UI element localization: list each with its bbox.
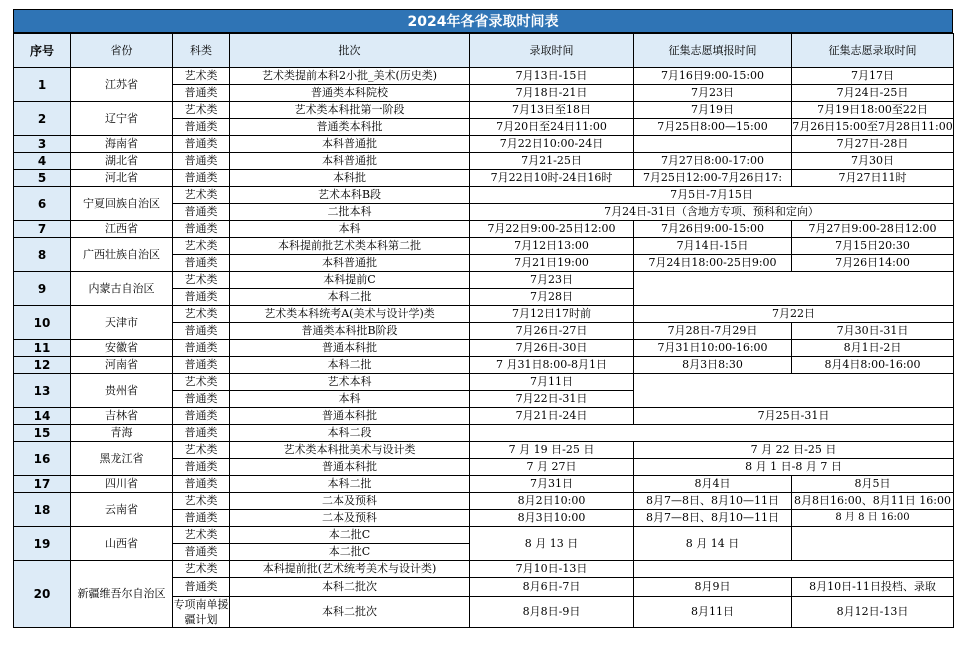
admission-table xyxy=(13,33,954,628)
category-cell: 艺术类 xyxy=(173,272,230,289)
category-cell: 艺术类 xyxy=(173,102,230,119)
category-cell: 艺术类 xyxy=(173,306,230,323)
row-index: 19 xyxy=(14,527,71,561)
province-cell: 江西省 xyxy=(71,221,173,238)
fill-time-cell: 7月25日8:00—15:00 xyxy=(634,119,792,136)
admission-time-cell: 8月3日10:00 xyxy=(470,510,634,527)
merged-time-cell: 7月24日-31日（含地方专项、预科和定向） xyxy=(470,204,954,221)
table-row xyxy=(14,68,954,85)
category-cell: 艺术类 xyxy=(173,442,230,459)
table-row xyxy=(14,408,954,425)
admission-time-cell: 7月22日9:00-25日12:00 xyxy=(470,221,634,238)
row-index: 2 xyxy=(14,102,71,136)
province-cell: 广西壮族自治区 xyxy=(71,238,173,272)
fill-time-cell: 8月9日 xyxy=(634,578,792,597)
batch-cell: 本科二批次 xyxy=(230,578,470,597)
admission-time-cell: 7月20日至24日11:00 xyxy=(470,119,634,136)
admission-time-cell: 7 月 27日 xyxy=(470,459,634,476)
header-batch: 批次 xyxy=(230,34,470,68)
admission-time-cell: 7月13日至18日 xyxy=(470,102,634,119)
province-cell: 内蒙古自治区 xyxy=(71,272,173,306)
batch-cell: 艺术类提前本科2小批_美术(历史类) xyxy=(230,68,470,85)
province-cell: 贵州省 xyxy=(71,374,173,408)
sheet-title: 2024年各省录取时间表 xyxy=(13,9,953,33)
collect-admission-cell: 7月24日-25日 xyxy=(792,85,954,102)
fill-time-cell: 7月28日-7月29日 xyxy=(634,323,792,340)
table-row xyxy=(14,374,954,391)
admission-time-cell: 7月28日 xyxy=(470,289,634,306)
batch-cell: 本科二段 xyxy=(230,425,470,442)
row-index: 11 xyxy=(14,340,71,357)
category-cell: 普通类 xyxy=(173,578,230,597)
collect-admission-cell: 8 月 8 日 16:00 xyxy=(792,510,954,527)
batch-cell: 普通类本科院校 xyxy=(230,85,470,102)
category-cell: 普通类 xyxy=(173,170,230,187)
row-index: 14 xyxy=(14,408,71,425)
batch-cell: 本科普通批 xyxy=(230,255,470,272)
collect-admission-cell: 7月15日20:30 xyxy=(792,238,954,255)
table-row xyxy=(14,425,954,442)
fill-time-cell: 8月11日 xyxy=(634,597,792,628)
table-row xyxy=(14,476,954,493)
category-cell: 普通类 xyxy=(173,323,230,340)
category-cell: 普通类 xyxy=(173,221,230,238)
category-cell: 艺术类 xyxy=(173,187,230,204)
category-cell: 普通类 xyxy=(173,136,230,153)
category-cell: 艺术类 xyxy=(173,561,230,578)
row-index: 13 xyxy=(14,374,71,408)
province-cell: 江苏省 xyxy=(71,68,173,102)
row-index: 6 xyxy=(14,187,71,221)
row-index: 9 xyxy=(14,272,71,306)
batch-cell: 本二批C xyxy=(230,544,470,561)
batch-cell: 二本及预科 xyxy=(230,493,470,510)
province-cell: 河北省 xyxy=(71,170,173,187)
batch-cell: 本科二批 xyxy=(230,357,470,374)
admission-time-cell: 7月18日-21日 xyxy=(470,85,634,102)
fill-time-cell: 8月7—8日、8月10—11日 xyxy=(634,493,792,510)
fill-time-cell: 7月31日10:00-16:00 xyxy=(634,340,792,357)
admission-time-cell: 8月2日10:00 xyxy=(470,493,634,510)
header-admission-time: 录取时间 xyxy=(470,34,634,68)
collect-admission-cell: 7月17日 xyxy=(792,68,954,85)
collect-admission-cell: 7月30日-31日 xyxy=(792,323,954,340)
batch-cell: 本二批C xyxy=(230,527,470,544)
province-cell: 海南省 xyxy=(71,136,173,153)
province-cell: 四川省 xyxy=(71,476,173,493)
fill-time-cell xyxy=(634,136,792,153)
batch-cell: 本科二批 xyxy=(230,476,470,493)
batch-cell: 艺术类本科批第一阶段 xyxy=(230,102,470,119)
collect-admission-cell: 7月27日-28日 xyxy=(792,136,954,153)
admission-time-cell: 7月21日19:00 xyxy=(470,255,634,272)
fill-time-cell: 7月27日8:00-17:00 xyxy=(634,153,792,170)
batch-cell: 艺术本科 xyxy=(230,374,470,391)
table-row xyxy=(14,357,954,374)
category-cell: 艺术类 xyxy=(173,527,230,544)
admission-time-cell: 7月23日 xyxy=(470,272,634,289)
row-index: 15 xyxy=(14,425,71,442)
empty-cell xyxy=(634,561,954,578)
table-row xyxy=(14,221,954,238)
category-cell: 艺术类 xyxy=(173,493,230,510)
category-cell: 专项南单援疆计划 xyxy=(173,598,229,626)
collect-admission-cell: 8月12日-13日 xyxy=(792,597,954,628)
fill-time-cell: 7月16日9:00-15:00 xyxy=(634,68,792,85)
admission-time-cell: 7月22日10:00-24日 xyxy=(470,136,634,153)
batch-cell: 普通类本科批B阶段 xyxy=(230,323,470,340)
category-cell: 普通类 xyxy=(173,459,230,476)
header-fill-time: 征集志愿填报时间 xyxy=(634,34,792,68)
row-index: 7 xyxy=(14,221,71,238)
fill-time-cell: 7月25日12:00-7月26日17: xyxy=(634,170,792,187)
category-cell: 艺术类 xyxy=(173,238,230,255)
fill-time-cell: 7月14日-15日 xyxy=(634,238,792,255)
province-cell: 河南省 xyxy=(71,357,173,374)
header-category: 科类 xyxy=(173,34,230,68)
batch-cell: 本科提前批艺术类本科第二批 xyxy=(230,238,470,255)
category-cell: 普通类 xyxy=(173,357,230,374)
category-cell: 艺术类 xyxy=(173,374,230,391)
category-cell: 普通类 xyxy=(173,425,230,442)
fill-time-cell: 7月24日18:00-25日9:00 xyxy=(634,255,792,272)
fill-time-cell: 7月23日 xyxy=(634,85,792,102)
table-row xyxy=(14,170,954,187)
province-cell: 安徽省 xyxy=(71,340,173,357)
province-cell: 湖北省 xyxy=(71,153,173,170)
admission-time-cell: 8月8日-9日 xyxy=(470,597,634,628)
fill-time-cell: 8月4日 xyxy=(634,476,792,493)
batch-cell: 普通本科批 xyxy=(230,408,470,425)
collect-admission-cell: 7月27日11时 xyxy=(792,170,954,187)
table-row xyxy=(14,153,954,170)
row-index: 8 xyxy=(14,238,71,272)
merged-collect-cell: 8 月 1 日-8 月 7 日 xyxy=(634,459,954,476)
admission-time-cell: 7月11日 xyxy=(470,374,634,391)
batch-cell: 本科 xyxy=(230,391,470,408)
table-row xyxy=(14,561,954,578)
fill-time-cell: 8月7—8日、8月10—11日 xyxy=(634,510,792,527)
row-index: 18 xyxy=(14,493,71,527)
fill-time-cell: 8月3日8:30 xyxy=(634,357,792,374)
collect-admission-cell: 8月4日8:00-16:00 xyxy=(792,357,954,374)
collect-admission-cell: 8月10日-11日投档、录取 xyxy=(792,578,954,597)
admission-time-cell: 7月21日-24日 xyxy=(470,408,634,425)
admission-time-cell: 8 月 13 日 xyxy=(470,527,634,561)
collect-admission-cell: 8月1日-2日 xyxy=(792,340,954,357)
empty-cell xyxy=(634,272,954,306)
category-cell: 普通类 xyxy=(173,153,230,170)
batch-cell: 本科普通批 xyxy=(230,153,470,170)
admission-time-cell: 7月26日-30日 xyxy=(470,340,634,357)
table-row xyxy=(14,238,954,255)
batch-cell: 本科提前C xyxy=(230,272,470,289)
merged-collect-cell: 7月25日-31日 xyxy=(634,408,954,425)
category-cell: 普通类 xyxy=(173,204,230,221)
admission-time-cell: 7月22日-31日 xyxy=(470,391,634,408)
admission-time-cell: 7 月31日8:00-8月1日 xyxy=(470,357,634,374)
province-cell: 吉林省 xyxy=(71,408,173,425)
collect-admission-cell: 7月19日18:00至22日 xyxy=(792,102,954,119)
batch-cell: 艺术本科B段 xyxy=(230,187,470,204)
collect-admission-cell: 7月26日15:00至7月28日11:00 xyxy=(792,119,954,136)
province-cell: 天津市 xyxy=(71,306,173,340)
batch-cell: 本科提前批(艺术统考美术与设计类) xyxy=(230,561,470,578)
admission-time-cell: 7月12日17时前 xyxy=(470,306,634,323)
collect-admission-cell: 7月26日14:00 xyxy=(792,255,954,272)
province-cell: 宁夏回族自治区 xyxy=(71,187,173,221)
collect-admission-cell xyxy=(792,527,954,561)
batch-cell: 艺术类本科统考A(美术与设计学)类 xyxy=(230,306,470,323)
admission-time-cell: 8月6日-7日 xyxy=(470,578,634,597)
province-cell: 云南省 xyxy=(71,493,173,527)
header-index: 序号 xyxy=(14,34,71,68)
row-index: 3 xyxy=(14,136,71,153)
category-cell: 普通类 xyxy=(173,476,230,493)
row-index: 5 xyxy=(14,170,71,187)
batch-cell: 普通类本科批 xyxy=(230,119,470,136)
table-row xyxy=(14,493,954,510)
empty-cell xyxy=(470,425,954,442)
admission-time-cell: 7月10日-13日 xyxy=(470,561,634,578)
collect-admission-cell: 8月5日 xyxy=(792,476,954,493)
batch-cell: 本科 xyxy=(230,221,470,238)
admission-time-cell: 7月12日13:00 xyxy=(470,238,634,255)
admission-time-cell: 7月22日10时-24日16时 xyxy=(470,170,634,187)
merged-time-cell: 7月5日-7月15日 xyxy=(470,187,954,204)
table-row xyxy=(14,102,954,119)
merged-collect-cell: 7 月 22 日-25 日 xyxy=(634,442,954,459)
category-cell: 普通类 xyxy=(173,340,230,357)
admission-time-cell: 7月26日-27日 xyxy=(470,323,634,340)
collect-admission-cell: 8月8日16:00、8月11日 16:00 xyxy=(792,493,954,510)
merged-collect-cell: 7月22日 xyxy=(634,306,954,323)
table-row xyxy=(14,187,954,204)
category-cell: 普通类 xyxy=(173,289,230,306)
province-cell: 青海 xyxy=(71,425,173,442)
table-row xyxy=(14,306,954,323)
header-province: 省份 xyxy=(71,34,173,68)
category-cell: 普通类 xyxy=(173,85,230,102)
row-index: 17 xyxy=(14,476,71,493)
batch-cell: 普通本科批 xyxy=(230,340,470,357)
table-row xyxy=(14,136,954,153)
category-cell: 普通类 xyxy=(173,544,230,561)
admission-time-cell: 7月31日 xyxy=(470,476,634,493)
table-row xyxy=(14,442,954,459)
batch-cell: 本科批 xyxy=(230,170,470,187)
row-index: 4 xyxy=(14,153,71,170)
batch-cell: 二本及预科 xyxy=(230,510,470,527)
batch-cell: 本科二批 xyxy=(230,289,470,306)
row-index: 12 xyxy=(14,357,71,374)
admission-schedule-sheet xyxy=(13,9,953,628)
fill-time-cell: 8 月 14 日 xyxy=(634,527,792,561)
province-cell: 辽宁省 xyxy=(71,102,173,136)
table-row xyxy=(14,340,954,357)
header-collect-admission-time: 征集志愿录取时间 xyxy=(792,34,954,68)
empty-cell xyxy=(634,374,954,408)
category-cell: 普通类 xyxy=(173,408,230,425)
province-cell: 黑龙江省 xyxy=(71,442,173,476)
row-index: 20 xyxy=(14,561,71,628)
admission-time-cell: 7 月 19 日-25 日 xyxy=(470,442,634,459)
fill-time-cell: 7月19日 xyxy=(634,102,792,119)
collect-admission-cell: 7月30日 xyxy=(792,153,954,170)
row-index: 16 xyxy=(14,442,71,476)
admission-time-cell: 7月21-25日 xyxy=(470,153,634,170)
admission-time-cell: 7月13日-15日 xyxy=(470,68,634,85)
batch-cell: 普通本科批 xyxy=(230,459,470,476)
province-cell: 山西省 xyxy=(71,527,173,561)
category-cell: 普通类 xyxy=(173,119,230,136)
category-cell: 普通类 xyxy=(173,391,230,408)
category-cell: 普通类 xyxy=(173,255,230,272)
table-row xyxy=(14,527,954,544)
batch-cell: 二批本科 xyxy=(230,204,470,221)
batch-cell: 本科普通批 xyxy=(230,136,470,153)
batch-cell: 本科二批次 xyxy=(230,597,470,628)
province-cell: 新疆维吾尔自治区 xyxy=(71,561,173,628)
fill-time-cell: 7月26日9:00-15:00 xyxy=(634,221,792,238)
category-cell: 艺术类 xyxy=(173,68,230,85)
batch-cell: 艺术类本科批美术与设计类 xyxy=(230,442,470,459)
category-cell: 普通类 xyxy=(173,510,230,527)
collect-admission-cell: 7月27日9:00-28日12:00 xyxy=(792,221,954,238)
table-row xyxy=(14,272,954,289)
header-row xyxy=(14,34,954,68)
row-index: 1 xyxy=(14,68,71,102)
row-index: 10 xyxy=(14,306,71,340)
